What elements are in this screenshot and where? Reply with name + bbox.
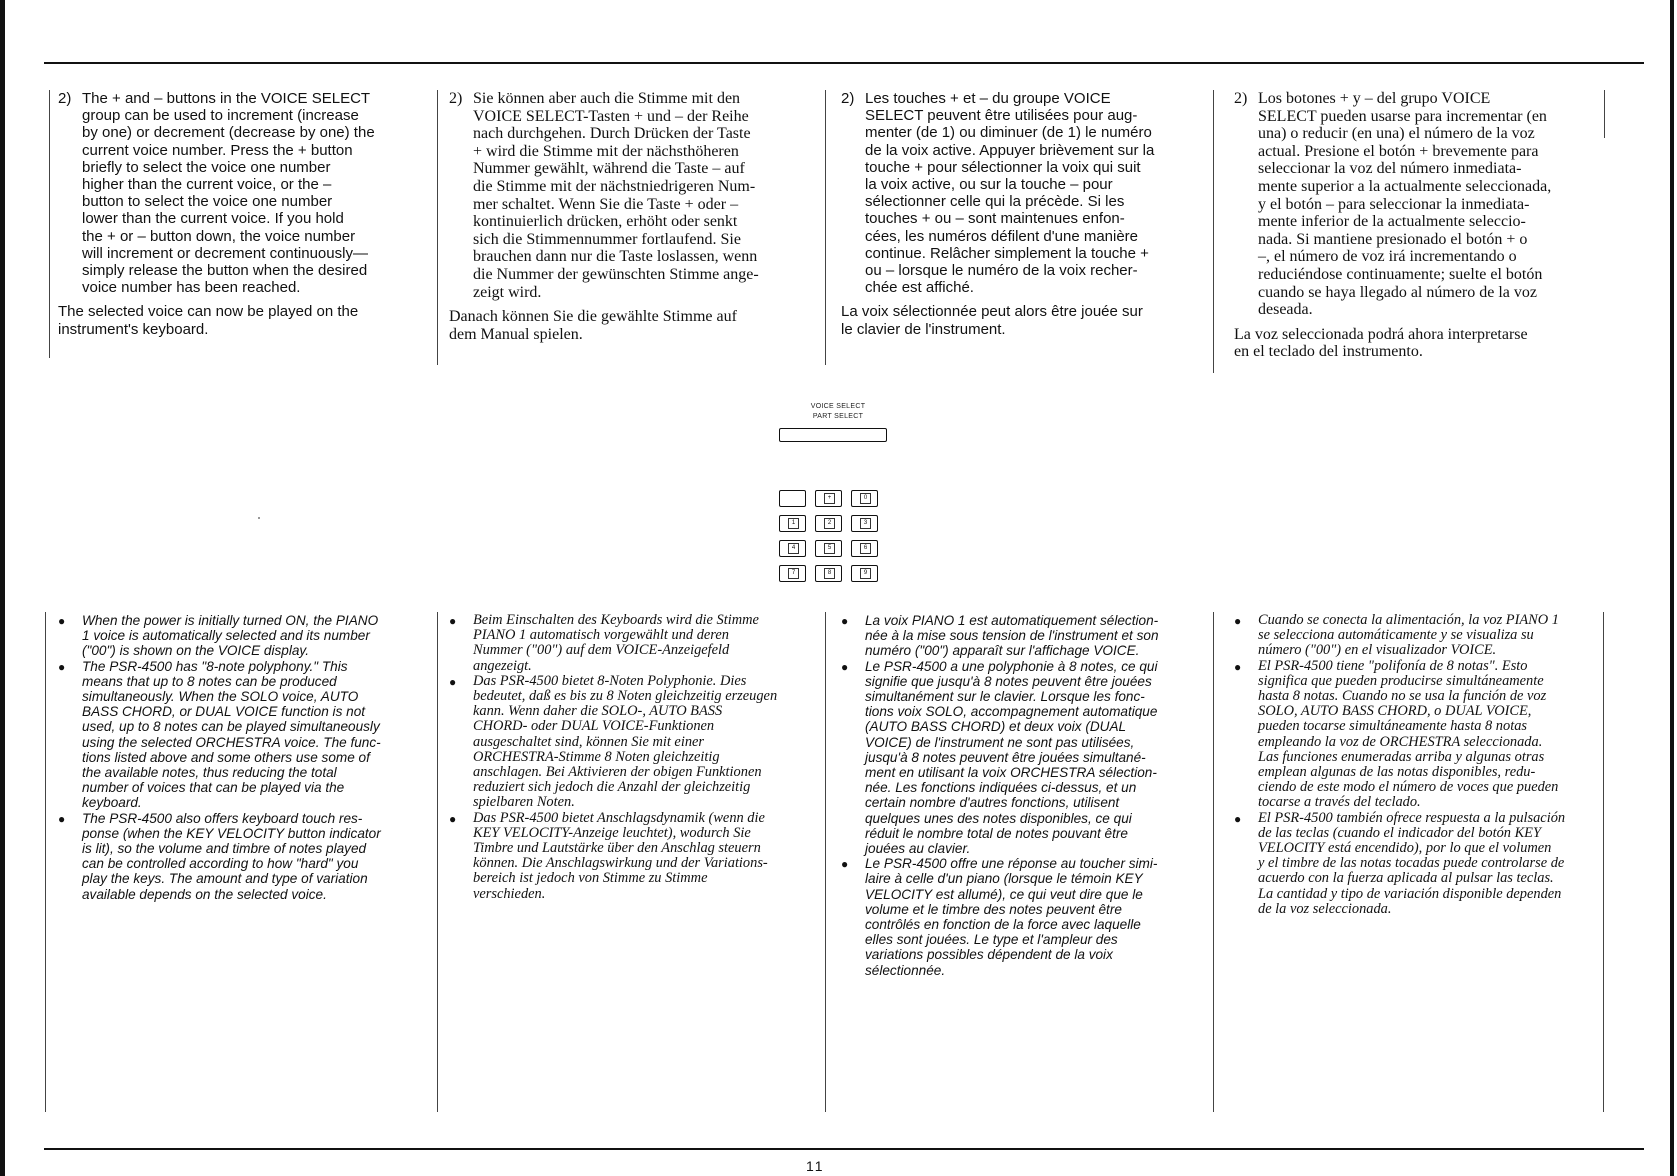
note-text xyxy=(1258,811,1614,917)
top-rule xyxy=(44,62,1644,64)
text-line: menter (de 1) ou diminuer (de 1) le numéro xyxy=(865,124,1152,142)
note-text xyxy=(473,613,825,674)
key-label: 4 xyxy=(788,543,799,554)
text-line: kann. Wenn daher die SOLO-, AUTO BASS xyxy=(473,703,723,720)
column-divider xyxy=(45,612,46,1112)
bullet-icon: ● xyxy=(1234,659,1242,674)
text-line: se selecciona automáticamente y se visualiza su xyxy=(1258,627,1534,644)
text-line: When the power is initially turned ON, the PIANO xyxy=(82,613,379,628)
text-line: y el botón – para seleccionar la inmediata- xyxy=(1258,195,1530,213)
note-item xyxy=(58,659,434,811)
text-line: VOICE) de l'instrument ne sont pas utilisées, xyxy=(865,734,1135,750)
text-line: brauchen dann nur die Taste loslassen, wenn xyxy=(473,248,758,266)
text-line: jusqu'à 8 notes peuvent être jouées simultané- xyxy=(865,749,1146,765)
text-line: ment en utilisant la voix ORCHESTRA sélection- xyxy=(865,765,1157,781)
text-line: y el timbre de las notas tocadas puede controlarse de xyxy=(1258,855,1565,872)
text-line: número ("00") en el visualizador VOICE. xyxy=(1258,642,1497,659)
text-line: Sie können aber auch die Stimme mit den xyxy=(473,90,741,107)
text-line: quelques unes des notes disponibles, ce qui xyxy=(865,810,1132,826)
text-line: simultanément sur le clavier. Lorsque les fonc- xyxy=(865,689,1145,705)
text-line: angezeigt. xyxy=(473,657,532,674)
notes-french xyxy=(841,613,1209,978)
notes-spanish xyxy=(1234,613,1614,917)
page-left-edge xyxy=(0,0,5,1176)
text-line: contrôlés en fonction de la force avec laquelle xyxy=(865,917,1141,933)
keypad-row xyxy=(779,540,885,557)
column-divider xyxy=(1213,90,1214,373)
column-english xyxy=(58,90,434,338)
text-line: the + or – button down, the voice number xyxy=(82,227,356,245)
text-line: is lit), so the volume and timbre of notes played xyxy=(82,841,367,857)
column-divider xyxy=(1213,612,1214,1112)
bullet-icon: ● xyxy=(58,614,66,628)
column-french xyxy=(841,90,1209,338)
note-item xyxy=(1234,613,1614,659)
notes-german xyxy=(449,613,825,902)
text-line: ("00") is shown on the VOICE display. xyxy=(82,643,309,659)
step-text xyxy=(1258,90,1614,319)
note-item xyxy=(1234,659,1614,811)
part-select-button xyxy=(779,428,887,442)
bullet-icon: ● xyxy=(58,659,66,674)
bullet-icon: ● xyxy=(841,659,849,674)
text-line: mer schaltet. Wenn Sie die Taste + oder – xyxy=(473,195,739,213)
key-label: 1 xyxy=(788,518,799,529)
minus-key xyxy=(779,490,806,507)
text-line: empleando la voz de ORCHESTRA seleccionada. xyxy=(1258,733,1543,750)
text-line: Le PSR-4500 a une polyphonie à 8 notes, ce qui xyxy=(865,658,1158,674)
text-line: elles sont jouées. Le type et l'ampleur des xyxy=(865,932,1118,948)
text-line: variations possibles dépendent de la voix xyxy=(865,947,1113,963)
step-number: 2) xyxy=(841,90,855,107)
key-4 xyxy=(779,540,806,557)
step-number: 2) xyxy=(58,90,72,107)
text-line: die Stimme mit der nächstniedrigeren Num- xyxy=(473,177,756,195)
text-line: La cantidad y tipo de variación disponible dependen xyxy=(1258,885,1562,902)
text-line: The selected voice can now be played on the xyxy=(58,303,359,321)
text-line: volume et le timbre des notes peuvent être xyxy=(865,901,1122,917)
text-line: Timbre und Lautstärke über den Anschlag steuern xyxy=(473,840,761,857)
text-line: emplean algunas de las notas disponibles, redu- xyxy=(1258,764,1536,781)
key-6 xyxy=(851,540,878,557)
text-line: ausgeschaltet sind, können Sie mit einer xyxy=(473,733,705,750)
text-line: Las funciones enumeradas arriba y algunas otras xyxy=(1258,748,1545,765)
text-line: will increment or decrement continuously— xyxy=(82,244,368,262)
step-2 xyxy=(449,90,825,301)
text-line: pueden tocarse simultáneamente hasta 8 notas xyxy=(1258,718,1527,735)
note-item xyxy=(58,613,434,659)
text-line: de la voz seleccionada. xyxy=(1258,900,1392,917)
text-line: SELECT peuvent être utilisées pour aug- xyxy=(865,107,1138,125)
bullet-icon: ● xyxy=(1234,614,1242,628)
column-divider xyxy=(825,90,826,365)
note-text xyxy=(473,674,825,811)
step-number: 2) xyxy=(1234,90,1248,107)
text-line: can be controlled according to how "hard" you xyxy=(82,856,359,872)
text-line: ou – lorsque le numéro de la voix recher- xyxy=(865,262,1138,280)
text-line: dem Manual spielen. xyxy=(449,325,583,343)
note-text xyxy=(865,659,1209,857)
text-line: tions voix SOLO, accompagnement automatique xyxy=(865,704,1158,720)
key-3 xyxy=(851,515,878,532)
text-line: means that up to 8 notes can be produced xyxy=(82,673,337,689)
text-line: number of voices that can be played via the xyxy=(82,780,345,796)
text-line: de la voix active. Appuyer brièvement sur la xyxy=(865,141,1155,159)
text-line: spielbaren Noten. xyxy=(473,794,575,811)
follow-text xyxy=(58,303,434,337)
text-line: BASS CHORD, or DUAL VOICE function is not xyxy=(82,704,366,720)
text-line: können. Die Anschlagswirkung und der Variations- xyxy=(473,855,768,872)
step-text xyxy=(82,90,434,296)
text-line: ponse (when the KEY VELOCITY button indicator xyxy=(82,825,381,841)
note-item xyxy=(841,613,1209,659)
text-line: The PSR-4500 also offers keyboard touch res- xyxy=(82,810,363,826)
text-line: available depends on the selected voice. xyxy=(82,886,327,902)
note-item xyxy=(449,811,825,902)
text-line: seleccionar la voz del número inmediata- xyxy=(1258,160,1522,178)
text-line: Los botones + y – del grupo VOICE xyxy=(1258,90,1491,107)
text-line: Das PSR-4500 bietet Anschlagsdynamik (wenn die xyxy=(473,809,765,826)
text-line: keyboard. xyxy=(82,795,142,811)
bullet-icon: ● xyxy=(841,614,849,628)
step-text xyxy=(865,90,1209,296)
text-line: CHORD- oder DUAL VOICE-Funktionen xyxy=(473,718,715,735)
text-line: zeigt wird. xyxy=(473,283,542,301)
text-line: La voz seleccionada podrá ahora interpretarse xyxy=(1234,325,1528,343)
note-text xyxy=(1258,659,1614,811)
text-line: touches + ou – sont maintenues enfon- xyxy=(865,210,1125,228)
text-line: una) o reducir (en una) el número de la voz xyxy=(1258,125,1535,143)
bullet-icon: ● xyxy=(449,614,457,628)
text-line: 1 voice is automatically selected and its number xyxy=(82,628,370,644)
text-line: sélectionnée. xyxy=(865,962,946,978)
text-line: bedeutet, daß es bis zu 8 Noten gleichzeitig erzeugen xyxy=(473,688,778,705)
key-1 xyxy=(779,515,806,532)
column-divider xyxy=(437,612,438,1112)
text-line: The PSR-4500 has "8-note polyphony." This xyxy=(82,658,348,674)
text-line: signifie que jusqu'à 8 notes peuvent être jouées xyxy=(865,673,1152,689)
text-line: Le PSR-4500 offre une réponse au toucher simi- xyxy=(865,856,1158,872)
text-line: actual. Presione el botón + brevemente para xyxy=(1258,142,1539,160)
text-line: cuando se haya llegado al número de la voz xyxy=(1258,283,1537,301)
column-german xyxy=(449,90,825,343)
text-line: Nummer ("00") auf dem VOICE-Anzeigefeld xyxy=(473,642,730,659)
text-line: ORCHESTRA-Stimme 8 Noten gleichzeitig xyxy=(473,748,720,765)
key-9 xyxy=(851,565,878,582)
text-line: die Nummer der gewünschten Stimme ange- xyxy=(473,265,759,283)
text-line: Danach können Sie die gewählte Stimme auf xyxy=(449,308,737,326)
text-line: (AUTO BASS CHORD) et deux voix (DUAL xyxy=(865,719,1127,735)
voice-select-label: VOICE SELECT xyxy=(810,403,866,410)
text-line: née à la mise sous tension de l'instrument et son xyxy=(865,628,1159,644)
key-label: 7 xyxy=(788,568,799,579)
text-line: mente inferior de la actualmente seleccio- xyxy=(1258,213,1526,231)
text-line: tocarse a través del teclado. xyxy=(1258,794,1421,811)
text-line: simply release the button when the desired xyxy=(82,262,368,280)
note-text xyxy=(865,856,1209,978)
text-line: Cuando se conecta la alimentación, la voz PIANO 1 xyxy=(1258,612,1559,628)
text-line: Nummer gewählt, während die Taste – auf xyxy=(473,160,745,178)
text-line: play the keys. The amount and type of variation xyxy=(82,871,368,887)
text-line: lower than the current voice. If you hold xyxy=(82,210,344,228)
keypad-row xyxy=(779,515,885,532)
key-label: 0 xyxy=(860,493,871,504)
text-line: higher than the current voice, or the – xyxy=(82,176,332,194)
column-divider xyxy=(49,90,50,358)
text-line: used, up to 8 notes can be played simultaneously xyxy=(82,719,380,735)
text-line: hasta 8 notas. Cuando no se usa la función de voz xyxy=(1258,688,1547,705)
bullet-icon: ● xyxy=(449,674,457,689)
note-text xyxy=(1258,613,1614,659)
text-line: Das PSR-4500 bietet 8-Noten Polyphonie. Dies xyxy=(473,672,747,689)
text-line: reduciéndose continuamente; suelte el botón xyxy=(1258,265,1543,283)
text-line: VOICE SELECT-Tasten + und – der Reihe xyxy=(473,107,749,125)
text-line: kontinuierlich drücken, erhöht oder senkt xyxy=(473,213,738,231)
text-line: SOLO, AUTO BASS CHORD, o DUAL VOICE, xyxy=(1258,703,1532,720)
keypad-row xyxy=(779,565,885,582)
note-text xyxy=(82,811,434,902)
text-line: Les touches + et – du groupe VOICE xyxy=(865,90,1111,107)
text-line: nada. Si mantiene presionado el botón + o xyxy=(1258,230,1528,248)
key-label: + xyxy=(824,493,835,504)
step-text xyxy=(473,90,825,301)
text-line: SELECT pueden usarse para incrementar (en xyxy=(1258,107,1547,125)
key-label: 8 xyxy=(824,568,835,579)
text-line: KEY VELOCITY-Anzeige leuchtet), wodurch Sie xyxy=(473,824,751,841)
text-line: sich die Stimmennummer fortlaufend. Sie xyxy=(473,230,741,248)
keypad-row xyxy=(779,490,885,507)
text-line: El PSR-4500 también ofrece respuesta a la pulsación xyxy=(1258,809,1566,826)
text-line: laire à celle d'un piano (lorsque le témoin KEY xyxy=(865,871,1143,887)
key-2 xyxy=(815,515,842,532)
note-text xyxy=(865,613,1209,659)
follow-text xyxy=(449,308,825,343)
text-line: –, el número de voz irá incrementando o xyxy=(1258,248,1517,266)
voice-select-panel-diagram xyxy=(768,398,908,598)
page-number: 11 xyxy=(806,1158,825,1174)
text-line: + wird die Stimme mit der nächsthöheren xyxy=(473,142,739,160)
text-line: née. Les fonctions indiquées ci-dessus, et un xyxy=(865,780,1137,796)
page-right-edge xyxy=(1670,0,1674,1176)
text-line: briefly to select the voice one number xyxy=(82,158,331,176)
bullet-icon: ● xyxy=(449,811,457,826)
text-line: by one) or decrement (decrease by one) the xyxy=(82,124,375,142)
text-line: La voix PIANO 1 est automatiquement sélection- xyxy=(865,613,1159,628)
note-item xyxy=(449,613,825,674)
text-line: La voix sélectionnée peut alors être jouée sur xyxy=(841,303,1143,321)
key-label: 6 xyxy=(860,543,871,554)
text-line: ciendo de este modo el número de voces que pueden xyxy=(1258,779,1559,796)
key-label: 5 xyxy=(824,543,835,554)
text-line: anschlagen. Bei Aktivieren der obigen Funktionen xyxy=(473,764,762,781)
bullet-icon: ● xyxy=(841,857,849,872)
column-divider xyxy=(825,612,826,1112)
text-line: de las teclas (cuando el indicador del botón KEY xyxy=(1258,824,1541,841)
note-item xyxy=(841,856,1209,978)
text-line: reduziert sich jedoch die Anzahl der gleichzeitig xyxy=(473,779,751,796)
text-line: réduit le nombre total de notes pouvant être xyxy=(865,825,1128,841)
key-5 xyxy=(815,540,842,557)
text-line: simultaneously. When the SOLO voice, AUTO xyxy=(82,689,359,705)
bullet-icon: ● xyxy=(1234,811,1242,826)
text-line: la voix active, ou sur la touche – pour xyxy=(865,176,1113,194)
plus-key xyxy=(815,490,842,507)
follow-text xyxy=(1234,326,1614,361)
key-7 xyxy=(779,565,806,582)
text-line: current voice number. Press the + button xyxy=(82,141,353,159)
text-line: nach durchgehen. Durch Drücken der Taste xyxy=(473,125,751,143)
key-0 xyxy=(851,490,878,507)
text-line: chée est affiché. xyxy=(865,279,974,297)
part-select-label: PART SELECT xyxy=(812,413,864,420)
text-line: mente superior a la actualmente seleccionada, xyxy=(1258,177,1552,195)
text-line: bereich ist jedoch von Stimme zu Stimme xyxy=(473,870,708,887)
text-line: El PSR-4500 tiene "polifonía de 8 notas". Esto xyxy=(1258,657,1528,674)
text-line: voice number has been reached. xyxy=(82,279,301,297)
follow-text xyxy=(841,303,1209,337)
text-line: Beim Einschalten des Keyboards wird die Stimme xyxy=(473,612,759,628)
text-line: jouées au clavier. xyxy=(865,841,971,857)
text-line: The + and – buttons in the VOICE SELECT xyxy=(82,90,371,107)
scan-speck xyxy=(258,517,260,519)
key-8 xyxy=(815,565,842,582)
text-line: button to select the voice one number xyxy=(82,193,333,211)
note-item xyxy=(58,811,434,902)
text-line: cées, les numéros défilent d'une manière xyxy=(865,227,1139,245)
step-2 xyxy=(1234,90,1614,319)
text-line: PIANO 1 automatisch vorgewählt und deren xyxy=(473,627,729,644)
column-spanish xyxy=(1234,90,1614,361)
bottom-rule xyxy=(44,1148,1644,1150)
note-item xyxy=(449,674,825,811)
text-line: le clavier de l'instrument. xyxy=(841,320,1006,338)
text-line: continue. Relâcher simplement la touche + xyxy=(865,244,1149,262)
text-line: using the selected ORCHESTRA voice. The func- xyxy=(82,734,381,750)
note-text xyxy=(82,613,434,659)
text-line: the available notes, thus reducing the total xyxy=(82,765,337,781)
column-divider xyxy=(437,90,438,365)
step-2 xyxy=(841,90,1209,296)
text-line: significa que pueden producirse simultáneamente xyxy=(1258,672,1544,689)
key-label: 3 xyxy=(860,518,871,529)
bullet-icon: ● xyxy=(58,811,66,826)
text-line: VELOCITY est allumé), ce qui veut dire que le xyxy=(865,886,1143,902)
text-line: tions listed above and some others use some of xyxy=(82,749,370,765)
step-2 xyxy=(58,90,434,296)
text-line: sélectionner celle qui la précède. Si les xyxy=(865,193,1125,211)
text-line: numéro ("00") apparaît sur l'affichage VOICE. xyxy=(865,643,1140,659)
text-line: VELOCITY está encendido), por lo que el volumen xyxy=(1258,840,1552,857)
text-line: verschieden. xyxy=(473,885,546,902)
text-line: touche + pour sélectionner la voix qui suit xyxy=(865,158,1141,176)
notes-english xyxy=(58,613,434,902)
key-label: 9 xyxy=(860,568,871,579)
note-text xyxy=(82,659,434,811)
text-line: deseada. xyxy=(1258,301,1313,319)
note-item xyxy=(1234,811,1614,917)
text-line: certain nombre d'autres fonctions, utilisent xyxy=(865,795,1120,811)
text-line: en el teclado del instrumento. xyxy=(1234,343,1423,361)
step-number: 2) xyxy=(449,90,463,107)
text-line: acuerdo con la fuerza aplicada al pulsar las teclas. xyxy=(1258,870,1554,887)
voice-keypad xyxy=(779,490,885,590)
note-text xyxy=(473,811,825,902)
text-line: group can be used to increment (increase xyxy=(82,107,359,125)
note-item xyxy=(841,659,1209,857)
text-line: instrument's keyboard. xyxy=(58,320,209,338)
key-label: 2 xyxy=(824,518,835,529)
